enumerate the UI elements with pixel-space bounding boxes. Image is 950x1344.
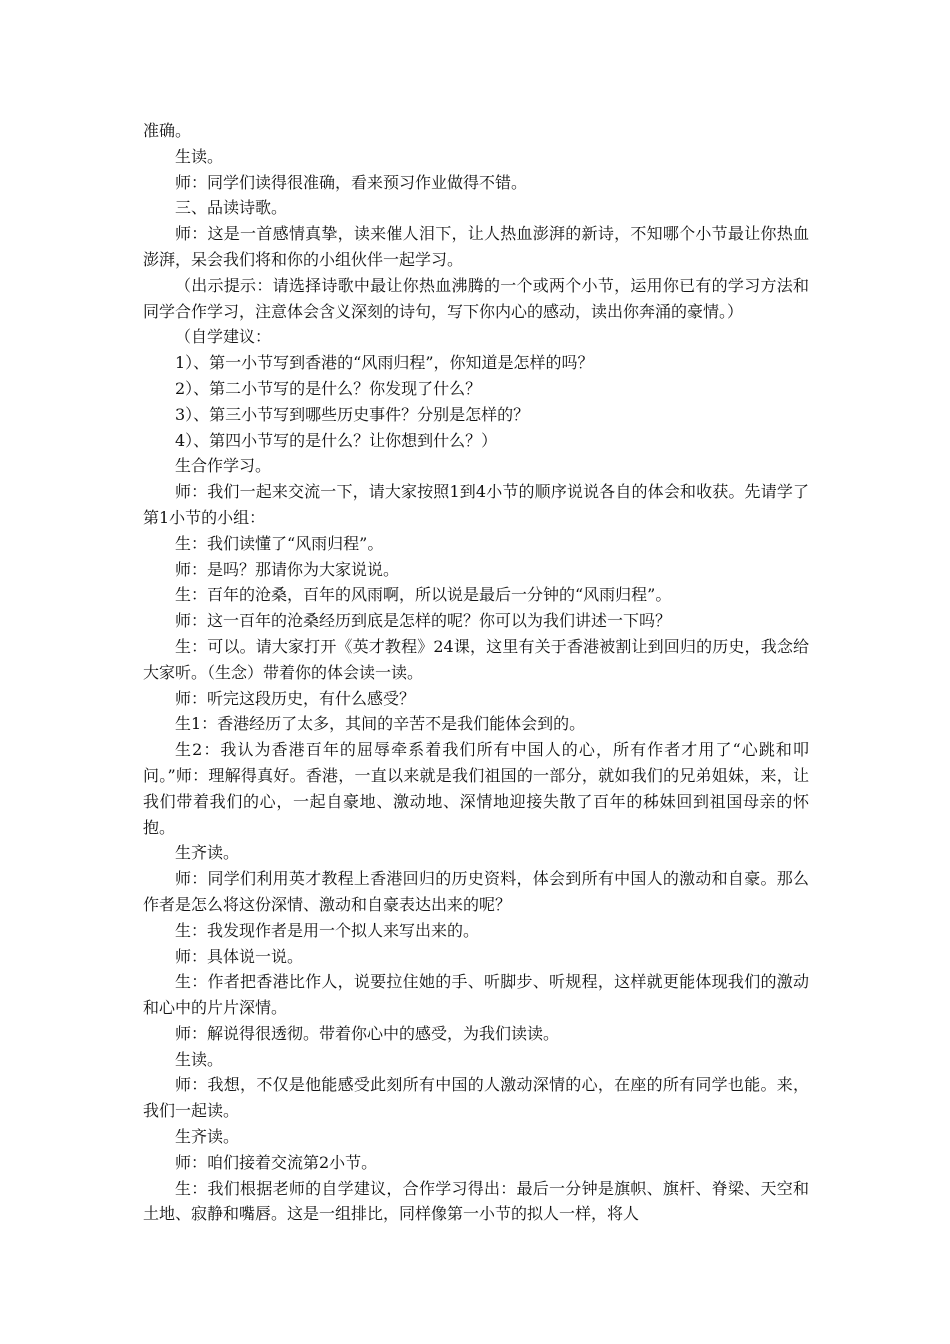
list-item: 2）、第二小节写的是什么？你发现了什么？ <box>175 378 482 398</box>
paragraph: 师：我想，不仅是他能感受此刻所有中国的人激动深情的心，在座的所有同学也能。来，我们一起读。 <box>143 1075 809 1121</box>
list-item: 1）、第一小节写到香港的“风雨归程”，你知道是怎样的吗？ <box>175 353 594 373</box>
paragraph: 师：听完这段历史，有什么感受？ <box>175 688 416 708</box>
section-heading: 三、品读诗歌。 <box>175 198 288 218</box>
paragraph: 师：我们一起来交流一下，请大家按照1到4小节的顺序说说各自的体会和收获。先请学了第1小节的小组： <box>143 482 809 527</box>
paragraph: 师：同学们利用英才教程上香港回归的历史资料，体会到所有中国人的激动和自豪。那么作者是怎么将这份深情、激动和自豪表达出来的呢？ <box>143 869 809 914</box>
document-body <box>143 118 809 1227</box>
paragraph: 师：同学们读得很准确，看来预习作业做得不错。 <box>175 172 528 192</box>
paragraph: 生：我们读懂了“风雨归程”。 <box>175 533 384 553</box>
paragraph: 生1：香港经历了太多，其间的辛苦不是我们能体会到的。 <box>175 714 586 734</box>
paragraph: （自学建议： <box>175 327 272 347</box>
paragraph: （出示提示：请选择诗歌中最让你热血沸腾的一个或两个小节，运用你已有的学习方法和同学合作学习，注意体会含义深刻的诗句，写下你内心的感动，读出你奔涌的豪情。） <box>143 275 809 321</box>
list-item: 4）、第四小节写的是什么？让你想到什么？） <box>175 430 498 450</box>
paragraph: 生：作者把香港比作人，说要拉住她的手、听脚步、听规程，这样就更能体现我们的激动和心中的片片深情。 <box>143 972 809 1018</box>
paragraph: 生2：我认为香港百年的屈辱牵系着我们所有中国人的心，所有作者才用了“心跳和叩问。”师：理解得真好。香港，一直以来就是我们祖国的一部分，就如我们的兄弟姐妹，来，让我们带着我们的心，一起自豪地、激动地、深情地迎接失散了百年的秭妹回到祖国母亲的怀抱。 <box>143 740 809 837</box>
paragraph: 师：咱们接着交流第2小节。 <box>175 1152 378 1172</box>
paragraph: 生合作学习。 <box>175 456 272 476</box>
paragraph: 师：是吗？那请你为大家说说。 <box>175 559 400 579</box>
list-item: 3）、第三小节写到哪些历史事件？分别是怎样的？ <box>175 404 530 424</box>
paragraph: 生读。 <box>175 146 224 166</box>
paragraph: 生：我们根据老师的自学建议，合作学习得出：最后一分钟是旗帜、旗杆、脊梁、天空和土地、寂静和嘴唇。这是一组排比，同样像第一小节的拟人一样，将人 <box>143 1178 809 1224</box>
paragraph: 生齐读。 <box>175 843 240 863</box>
paragraph: 师：这是一首感情真挚，读来催人泪下，让人热血澎湃的新诗，不知哪个小节最让你热血澎湃，呆会我们将和你的小组伙伴一起学习。 <box>143 224 809 269</box>
paragraph: 生：我发现作者是用一个拟人来写出来的。 <box>175 920 480 940</box>
paragraph: 生：可以。请大家打开《英才教程》24课，这里有关于香港被割让到回归的历史，我念给大家听。（生念）带着你的体会读一读。 <box>143 636 809 682</box>
paragraph: 生：百年的沧桑，百年的风雨啊，所以说是最后一分钟的“风雨归程”。 <box>175 585 672 605</box>
paragraph: 师：解说得很透彻。带着你心中的感受，为我们读读。 <box>175 1023 560 1043</box>
paragraph: 师：具体说一说。 <box>175 946 304 966</box>
paragraph: 生齐读。 <box>175 1127 240 1147</box>
paragraph: 师：这一百年的沧桑经历到底是怎样的呢？你可以为我们讲述一下吗？ <box>175 611 672 631</box>
paragraph: 准确。 <box>143 121 192 140</box>
paragraph: 生读。 <box>175 1049 224 1069</box>
